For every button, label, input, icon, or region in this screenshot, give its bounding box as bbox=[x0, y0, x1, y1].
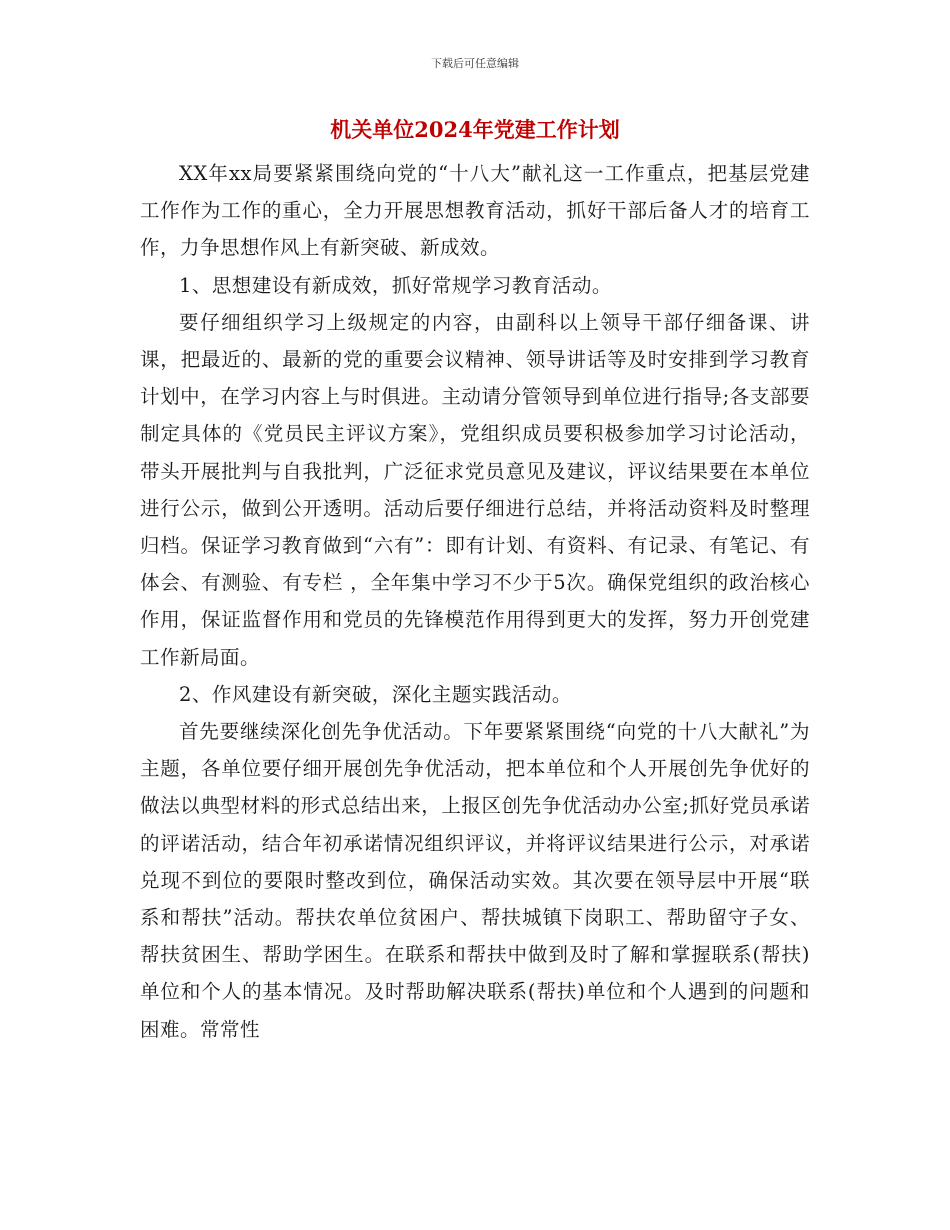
document-body bbox=[140, 155, 810, 1048]
header-note: 下载后可任意编辑 bbox=[431, 57, 519, 70]
section-heading-1: 1、思想建设有新成效，抓好常规学习教育活动。 bbox=[179, 273, 612, 297]
paragraph-section-1: 要仔细组织学习上级规定的内容，由副科以上领导干部仔细备课、讲课，把最近的、最新的党的重要会议精神、领导讲话等及时安排到学习教育计划中，在学习内容上与时俱进。主动请分管领导到单位进行指导;各支部要制定具体的《党员民主评议方案》，党组织成员要积极参加学习讨论活动，带头开展批判与自我批判，广泛征求党员意见及建议，评议结果要在本单位进行公示，做到公开透明。活动后要仔细进行总结，并将活动资料及时整理归档。保证学习教育做到“六有”：即有计划、有资料、有记录、有笔记、有体会、有测验、有专栏 ，全年集中学习不少于5次。确保党组织的政治核心作用，保证监督作用和党员的先锋模范作用得到更大的发挥，努力开创党建工作新局面。 bbox=[140, 310, 810, 669]
document-title: 机关单位2024年党建工作计划 bbox=[330, 117, 620, 142]
paragraph-intro: XX年xx局要紧紧围绕向党的“十八大”献礼这一工作重点，把基层党建工作作为工作的重心，全力开展思想教育活动，抓好干部后备人才的培育工作，力争思想作风上有新突破、新成效。 bbox=[140, 162, 810, 260]
section-heading-2: 2、作风建设有新突破，深化主题实践活动。 bbox=[179, 682, 572, 706]
paragraph-section-2: 首先要继续深化创先争优活动。下年要紧紧围绕“向党的十八大献礼”为主题，各单位要仔细开展创先争优活动，把本单位和个人开展创先争优好的做法以典型材料的形式总结出来，上报区创先争优活动办公室;抓好党员承诺的评诺活动，结合年初承诺情况组织评议，并将评议结果进行公示，对承诺兑现不到位的要限时整改到位，确保活动实效。其次要在领导层中开展“联系和帮扶”活动。帮扶农单位贫困户、帮扶城镇下岗职工、帮助留守子女、帮扶贫困生、帮助学困生。在联系和帮扶中做到及时了解和掌握联系(帮扶)单位和个人的基本情况。及时帮助解决联系(帮扶)单位和个人遇到的问题和困难。常常性 bbox=[140, 720, 810, 1041]
